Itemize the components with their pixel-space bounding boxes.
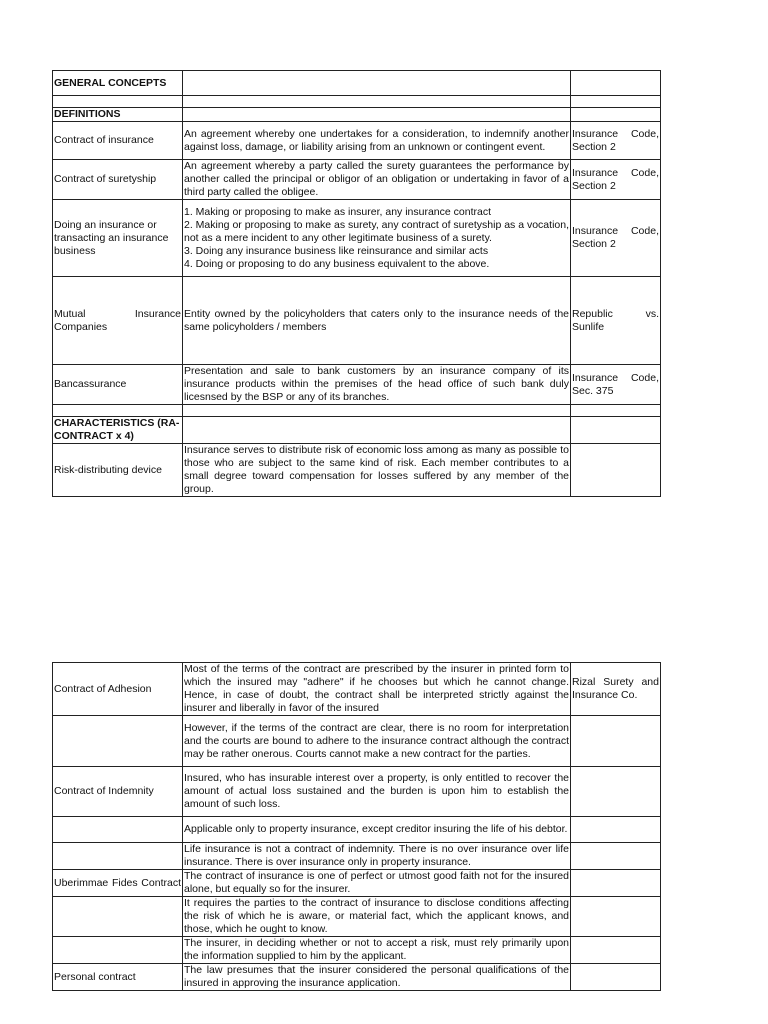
table-row — [53, 897, 661, 937]
empty-cell[interactable] — [183, 96, 571, 108]
empty-cell[interactable] — [53, 96, 183, 108]
description-cell[interactable]: However, if the terms of the contract are clear, there is no room for interpretation and the courts are bound to adhere to the insurance contract although the contract may be rather onerous. Courts cannot make a new contract for the parties. — [183, 716, 571, 767]
source-cell[interactable] — [571, 716, 661, 767]
source-cell[interactable]: Rizal Surety and Insurance Co. — [571, 663, 661, 716]
term-cell[interactable]: Contract of Indemnity — [53, 767, 183, 817]
term-cell[interactable]: Doing an insurance or transacting an insurance business — [53, 200, 183, 277]
term-cell[interactable] — [53, 843, 183, 870]
table-row — [53, 663, 661, 716]
description-cell[interactable]: An agreement whereby one undertakes for a consideration, to indemnify another against loss, damage, or liability arising from an unknown or contingent event. — [183, 122, 571, 160]
table-row — [53, 71, 661, 96]
table-row — [53, 843, 661, 870]
source-cell[interactable] — [571, 817, 661, 843]
source-cell[interactable]: Republic vs. Sunlife — [571, 277, 661, 365]
source-cell[interactable] — [571, 897, 661, 937]
table-row — [53, 417, 661, 444]
table-row — [53, 160, 661, 200]
description-cell[interactable]: Insured, who has insurable interest over a property, is only entitled to recover the amount of actual loss sustained and the burden is upon him to establish the amount of such loss. — [183, 767, 571, 817]
source-cell[interactable] — [571, 843, 661, 870]
term-cell[interactable]: Mutual Insurance Companies — [53, 277, 183, 365]
source-cell[interactable] — [571, 870, 661, 897]
term-cell[interactable]: Personal contract — [53, 964, 183, 991]
empty-cell[interactable] — [183, 405, 571, 417]
empty-cell[interactable] — [183, 71, 571, 96]
description-cell[interactable]: Insurance serves to distribute risk of economic loss among as many as possible to those who are subject to the same kind of risk. Each member contributes to a small degree toward compensation for losses suffered by any member of the group. — [184, 444, 569, 495]
source-cell[interactable] — [571, 444, 661, 497]
characteristics-table — [52, 662, 661, 991]
table-row — [53, 405, 661, 417]
table-row — [53, 365, 661, 405]
table-row — [53, 870, 661, 897]
table-row — [53, 937, 661, 964]
table-row — [53, 716, 661, 767]
section-header-general-concepts[interactable]: GENERAL CONCEPTS — [53, 71, 183, 96]
term-cell[interactable] — [53, 937, 183, 964]
source-cell[interactable]: Insurance Code, Sec. 375 — [571, 365, 661, 405]
table-row — [53, 964, 661, 991]
section-header-characteristics[interactable]: CHARACTERISTICS (RA-CONTRACT x 4) — [53, 417, 183, 444]
empty-cell[interactable] — [53, 405, 183, 417]
description-cell[interactable]: It requires the parties to the contract of insurance to disclose conditions affecting the risk of which he is aware, or material fact, which the applicant knows, and those, which he ought to know. — [184, 897, 569, 935]
term-cell[interactable]: Bancassurance — [53, 365, 183, 405]
table-row — [53, 108, 661, 122]
term-cell[interactable] — [53, 716, 183, 767]
section-header-definitions[interactable]: DEFINITIONS — [53, 108, 183, 122]
term-cell[interactable]: Risk-distributing device — [53, 444, 183, 497]
table-row — [53, 767, 661, 817]
term-cell[interactable] — [53, 817, 183, 843]
description-cell[interactable]: Applicable only to property insurance, except creditor insuring the life of his debtor. — [183, 817, 571, 843]
empty-cell[interactable] — [571, 417, 661, 444]
source-cell[interactable] — [571, 767, 661, 817]
description-cell[interactable]: Presentation and sale to bank customers by an insurance company of its insurance products within the premises of the head office of such bank duly licesnsed by the BSP or any of its branches. — [184, 365, 569, 403]
description-cell[interactable]: An agreement whereby a party called the surety guarantees the performance by another called the principal or obligor of an obligation or undertaking in favor of a third party called the obligee. — [184, 160, 569, 198]
source-cell[interactable]: Insurance Code, Section 2 — [571, 122, 661, 160]
table-row — [53, 444, 661, 497]
empty-cell[interactable] — [571, 71, 661, 96]
description-cell[interactable]: Life insurance is not a contract of indemnity. There is no over insurance over life insurance. There is over insurance only in property insurance. — [184, 843, 569, 868]
table-row — [53, 277, 661, 365]
source-cell[interactable]: Insurance Code, Section 2 — [571, 200, 661, 277]
table-row — [53, 122, 661, 160]
term-cell[interactable]: Contract of Adhesion — [53, 663, 183, 716]
source-cell[interactable]: Insurance Code, Section 2 — [571, 160, 661, 200]
description-cell[interactable]: Most of the terms of the contract are prescribed by the insurer in printed form to which the insured may "adhere" if he chooses but which he cannot change. Hence, in case of doubt, the contract shall be interpreted strictly against the insurer and liberally in favor of the insured — [184, 663, 569, 714]
table-row — [53, 200, 661, 277]
empty-cell[interactable] — [571, 96, 661, 108]
description-cell[interactable]: Entity owned by the policyholders that caters only to the insurance needs of the same policyholders / members — [183, 277, 571, 365]
empty-cell[interactable] — [571, 108, 661, 122]
table-row — [53, 96, 661, 108]
general-concepts-table — [52, 70, 661, 497]
term-cell[interactable]: Contract of suretyship — [53, 160, 183, 200]
source-cell[interactable] — [571, 964, 661, 991]
term-cell[interactable]: Contract of insurance — [53, 122, 183, 160]
source-cell[interactable] — [571, 937, 661, 964]
description-cell[interactable]: The contract of insurance is one of perfect or utmost good faith not for the insured alone, but equally so for the insurer. — [184, 870, 569, 895]
term-cell[interactable]: Uberimmae Fides Contract — [53, 870, 183, 897]
table-row — [53, 817, 661, 843]
empty-cell[interactable] — [571, 405, 661, 417]
description-cell[interactable]: The law presumes that the insurer considered the personal qualifications of the insured in approving the insurance application. — [184, 964, 569, 989]
term-cell[interactable] — [53, 897, 183, 937]
empty-cell[interactable] — [183, 417, 571, 444]
description-cell[interactable]: 1. Making or proposing to make as insurer, any insurance contract 2. Making or proposing to make as surety, any contract of suretyship as a vocation, not as a mere incident to any other legitimate business of a surety. 3. Doing any insurance business like reinsurance and similar acts 4. Doing or proposing to do any business equivalent to the above. — [183, 200, 571, 277]
description-cell[interactable]: The insurer, in deciding whether or not to accept a risk, must rely primarily upon the information supplied to him by the applicant. — [184, 937, 569, 962]
empty-cell[interactable] — [183, 108, 571, 122]
